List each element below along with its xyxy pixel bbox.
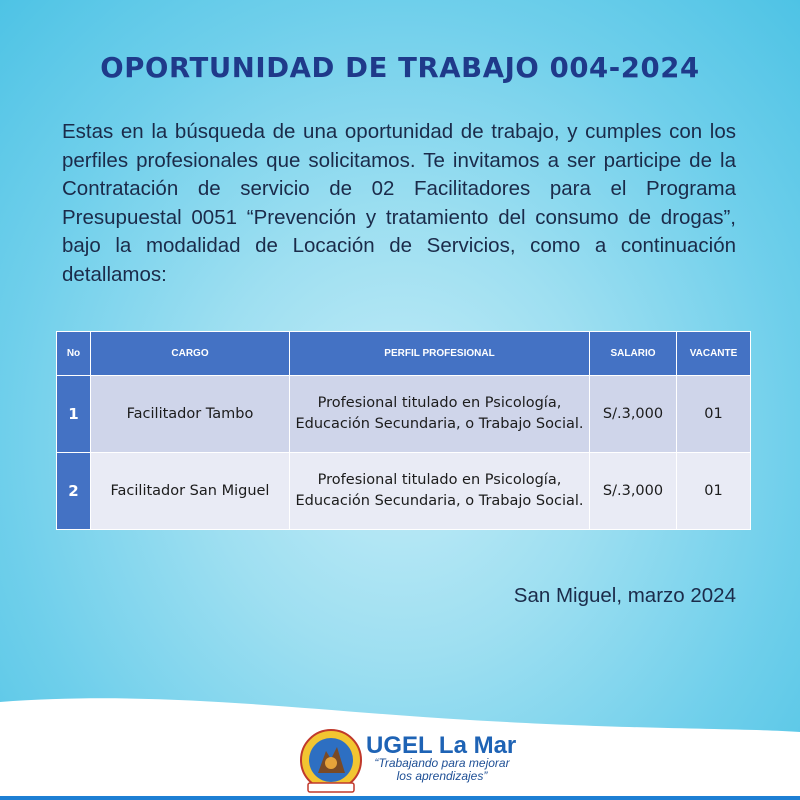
brand-slogan: “Trabajando para mejorar los aprendizajes” [374, 756, 510, 783]
row-vacante: 01 [677, 376, 751, 453]
brand-name: UGEL La Mar [366, 732, 517, 759]
job-table [56, 331, 751, 530]
row-salario: S/.3,000 [590, 376, 677, 453]
row-number: 1 [57, 376, 91, 453]
signoff-place-date: San Miguel, marzo 2024 [513, 584, 736, 607]
header-cargo: CARGO [91, 332, 290, 376]
ugel-seal-logo [296, 727, 366, 797]
header-perfil: PERFIL PROFESIONAL [290, 332, 590, 376]
header-vacante: VACANTE [677, 332, 751, 376]
header-no: No [57, 332, 91, 376]
row-number: 2 [57, 453, 91, 530]
row-cargo: Facilitador San Miguel [91, 453, 290, 530]
row-salario: S/.3,000 [590, 453, 677, 530]
bottom-bar [0, 796, 800, 800]
row-perfil: Profesional titulado en Psicología, Educación Secundaria, o Trabajo Social. [290, 376, 590, 453]
table-row [57, 453, 751, 530]
page-title: OPORTUNIDAD DE TRABAJO 004-2024 [100, 52, 700, 84]
header-salario: SALARIO [590, 332, 677, 376]
table-header-row [57, 332, 751, 376]
row-perfil: Profesional titulado en Psicología, Educación Secundaria, o Trabajo Social. [290, 453, 590, 530]
row-cargo: Facilitador Tambo [91, 376, 290, 453]
intro-paragraph: Estas en la búsqueda de una oportunidad de trabajo, y cumples con los perfiles profesionales que solicitamos. Te invitamos a ser participe de la Contratación de servicio de 02 Facilitadores para el Programa Presupuestal 0051 “Prevención y tratamiento del consumo de drogas”, bajo la modalidad de Locación de Servicios, como a continuación detallamos: [62, 120, 736, 286]
table-row [57, 376, 751, 453]
row-vacante: 01 [677, 453, 751, 530]
